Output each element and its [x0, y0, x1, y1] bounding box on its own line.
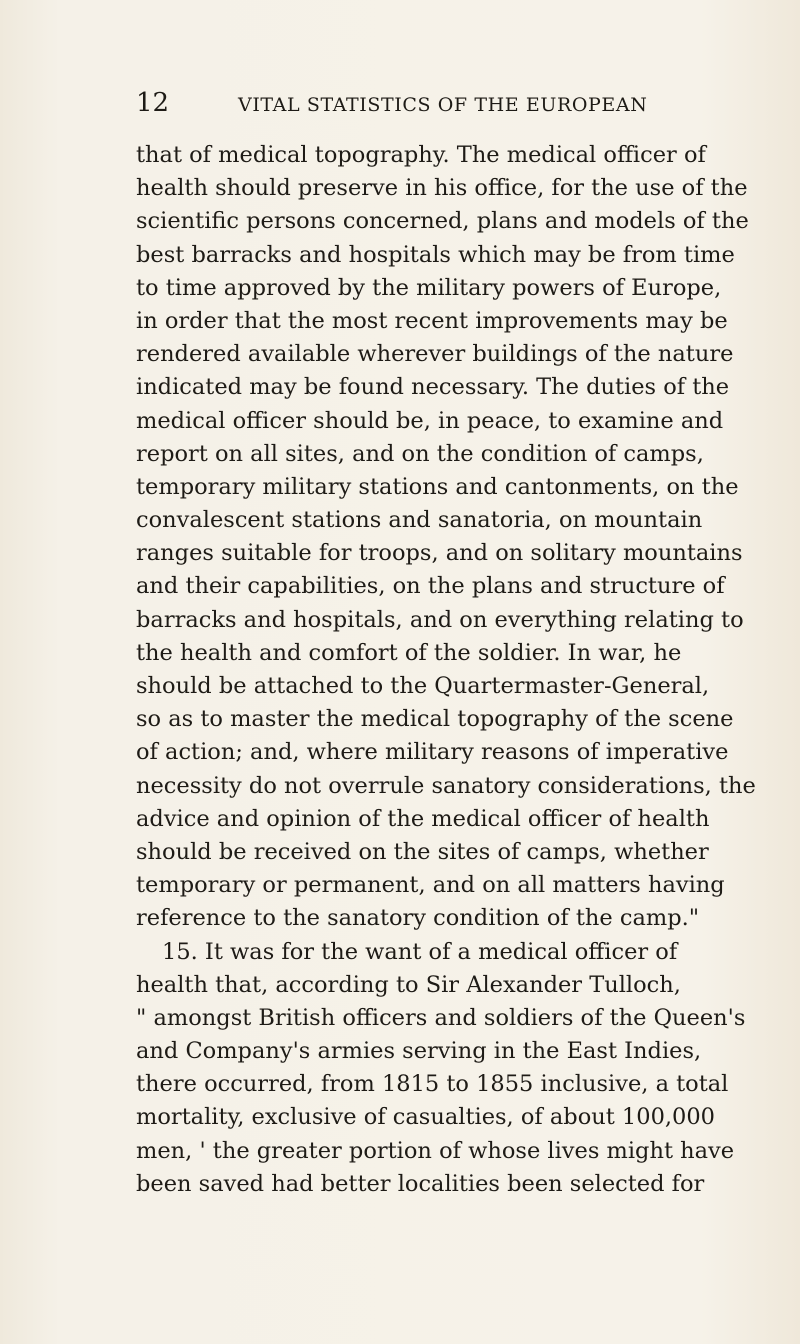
text-line: rendered available wherever buildings of the nature: [136, 341, 734, 368]
text-line: so as to master the medical topography of the scene: [136, 706, 734, 733]
text-line: in order that the most recent improvements may be: [136, 307, 728, 334]
running-title: VITAL STATISTICS OF THE EUROPEAN: [238, 94, 648, 116]
text-line: mortality, exclusive of casualties, of about 100,000: [136, 1104, 715, 1131]
text-line: and Company's armies serving in the East Indies,: [136, 1038, 702, 1065]
text-line: health should preserve in his office, for the use of the: [136, 175, 748, 202]
text-line: that of medical topography. The medical officer of: [136, 142, 706, 168]
text-line: ranges suitable for troops, and on solitary mountains: [136, 540, 743, 567]
running-head: [136, 86, 666, 120]
text-line: to time approved by the military powers of Europe,: [136, 274, 722, 301]
text-line: should be attached to the Quartermaster-General,: [136, 673, 710, 699]
text-line: should be received on the sites of camps, whether: [136, 838, 709, 865]
text-line: convalescent stations and sanatoria, on mountain: [136, 507, 703, 534]
text-line: barracks and hospitals, and on everything relating to: [136, 606, 744, 633]
text-line: medical officer should be, in peace, to examine and: [136, 407, 724, 434]
text-line: advice and opinion of the medical officer of health: [136, 805, 710, 832]
page-number: 12: [136, 88, 170, 118]
text-line: scientific persons concerned, plans and models of the: [136, 208, 749, 235]
text-line: of action; and, where military reasons of imperative: [136, 739, 729, 766]
paragraph-start-line: 15. It was for the want of a medical officer of: [162, 938, 678, 965]
text-line: there occurred, from 1815 to 1855 inclusive, a total: [136, 1071, 729, 1098]
text-line: temporary or permanent, and on all matters having: [136, 872, 725, 899]
text-line: indicated may be found necessary. The duties of the: [136, 374, 730, 401]
text-line: the health and comfort of the soldier. In war, he: [136, 639, 682, 666]
text-line: best barracks and hospitals which may be from time: [136, 241, 735, 268]
text-line: health that, according to Sir Alexander Tulloch,: [136, 971, 681, 998]
text-line: been saved had better localities been selected for: [136, 1170, 705, 1197]
text-line: necessity do not overrule sanatory considerations, the: [136, 772, 756, 799]
text-line: men, ' the greater portion of whose lives might have: [136, 1137, 735, 1164]
text-line: " amongst British officers and soldiers of the Queen's: [136, 1004, 746, 1031]
text-line: temporary military stations and cantonments, on the: [136, 473, 739, 500]
text-line: and their capabilities, on the plans and structure of: [136, 573, 725, 600]
text-line: reference to the sanatory condition of the camp.": [136, 905, 700, 932]
text-line: report on all sites, and on the condition of camps,: [136, 440, 704, 467]
body-text: [136, 139, 756, 1201]
